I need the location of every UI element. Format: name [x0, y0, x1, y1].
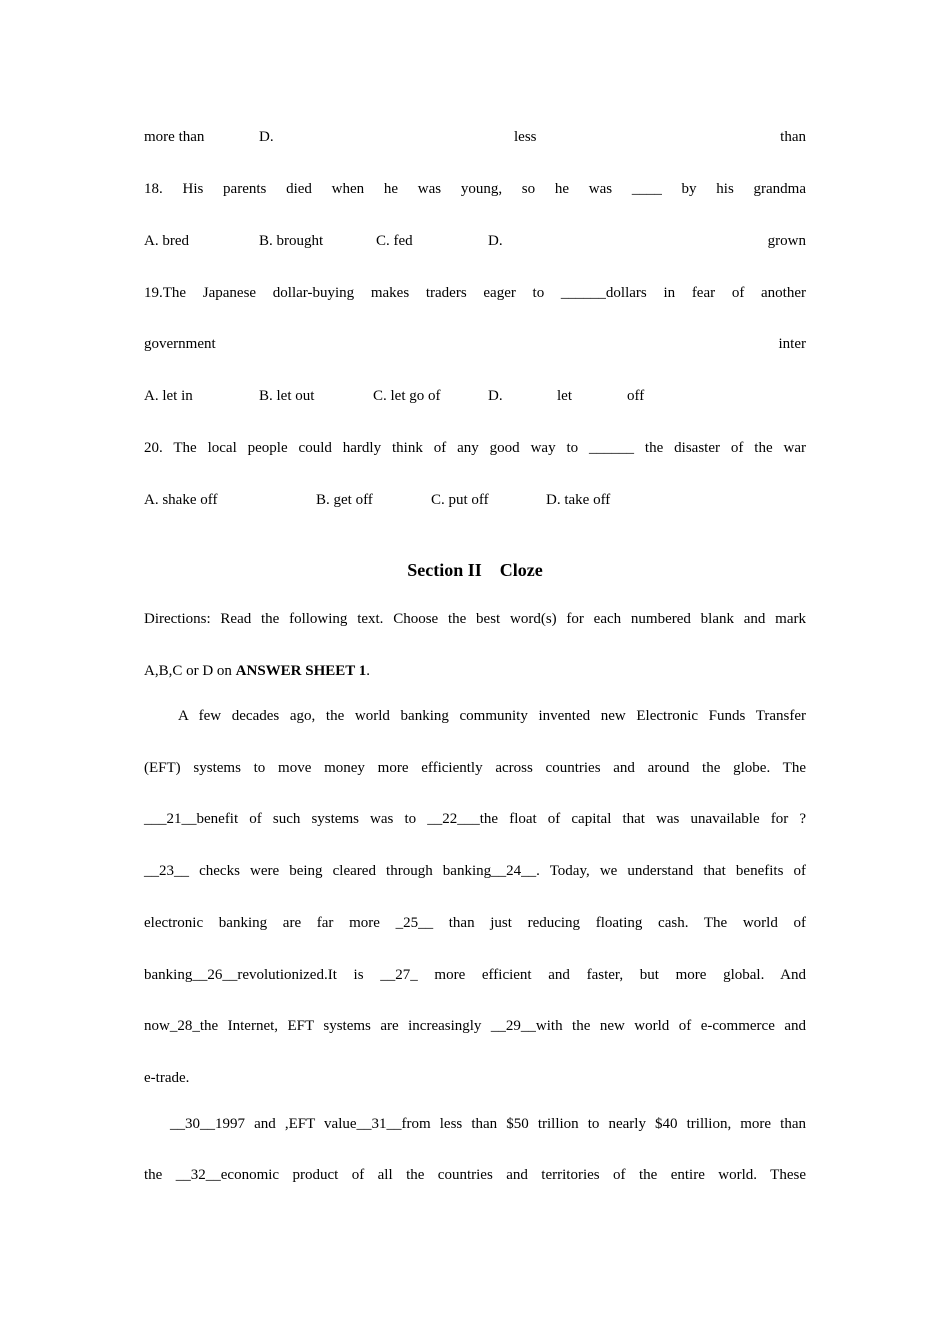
q19-stem-word1: government — [144, 336, 216, 352]
para1-line: ___21__benefit of such systems was to __22___the float of capital that was unavailable for ? — [144, 811, 806, 827]
answer-sheet-label: ANSWER SHEET 1 — [235, 663, 367, 679]
q19-option-c: C. let go of — [373, 388, 441, 404]
para1-line: electronic banking are far more _25__ than just reducing floating cash. The world of — [144, 915, 806, 931]
para1-line: banking__26__revolutionized.It is __27_ more efficient and faster, but more global. And — [144, 967, 806, 983]
para1-line: __23__ checks were being cleared through banking__24__. Today, we understand that benefits of — [144, 863, 806, 879]
para2-line: __30__1997 and ,EFT value__31__from less than $50 trillion to nearly $40 trillion, more than — [170, 1116, 806, 1132]
q17-option-d-word2: than — [780, 129, 806, 145]
para1-line: e-trade. — [144, 1070, 190, 1086]
q20-option-b: B. get off — [316, 492, 373, 508]
q17-options-continuation — [144, 126, 806, 148]
q20-option-d: D. take off — [546, 492, 611, 508]
q19-options — [144, 385, 806, 407]
q18-options — [144, 230, 806, 252]
q18-option-d-word: grown — [767, 233, 806, 249]
q19-stem-word2: inter — [778, 336, 806, 352]
q19-option-b: B. let out — [259, 388, 315, 404]
q20-option-a: A. shake off — [144, 492, 218, 508]
q19-option-d-label: D. — [488, 388, 503, 404]
section-title: Section II Cloze — [407, 560, 543, 580]
q17-option-c-tail: more than — [144, 129, 205, 145]
para1-line: now_28_the Internet, EFT systems are increasingly __29__with the new world of e-commerce and — [144, 1018, 806, 1034]
q19-option-d-word1: let — [557, 388, 572, 404]
para1-line: (EFT) systems to move money more efficiently across countries and around the globe. The — [144, 760, 806, 776]
q17-option-d-label: D. — [259, 129, 274, 145]
q18-option-a: A. bred — [144, 233, 189, 249]
directions-period: . — [366, 663, 371, 679]
q18-stem: 18. His parents died when he was young, so he was ____ by his grandma — [144, 181, 806, 197]
para2-line: the __32__economic product of all the countries and territories of the entire world. These — [144, 1167, 806, 1183]
q18-option-b: B. brought — [259, 233, 324, 249]
q20-stem: 20. The local people could hardly think of any good way to ______ the disaster of the war — [144, 440, 806, 456]
q18-option-c: C. fed — [376, 233, 413, 249]
directions-line2 — [144, 660, 806, 682]
q19-stem-line2 — [144, 333, 806, 355]
q19-stem-line1: 19.The Japanese dollar-buying makes traders eager to ______dollars in fear of another — [144, 285, 806, 301]
para1-line: A few decades ago, the world banking community invented new Electronic Funds Transfer — [178, 708, 806, 724]
directions-text: A,B,C or D on — [144, 663, 236, 679]
directions-line1: Directions: Read the following text. Choose the best word(s) for each numbered blank and mark — [144, 611, 806, 627]
q20-option-c: C. put off — [431, 492, 489, 508]
q19-option-a: A. let in — [144, 388, 193, 404]
q20-options — [144, 489, 806, 511]
q18-option-d-label: D. — [488, 233, 503, 249]
q19-option-d-word2: off — [627, 388, 645, 404]
q17-option-d-word1: less — [514, 129, 537, 145]
